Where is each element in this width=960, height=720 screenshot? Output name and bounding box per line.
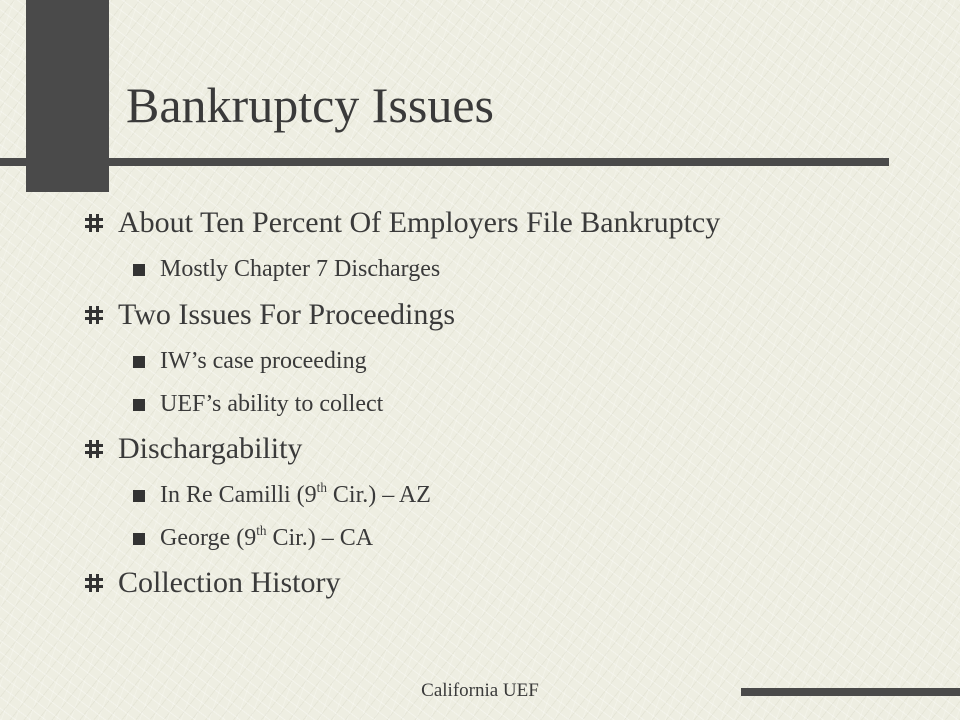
- sub-bullet-iw-case: [133, 348, 367, 375]
- hash-bullet-icon: [84, 305, 104, 325]
- sub-bullet-text: UEF’s ability to collect: [160, 391, 384, 417]
- footer-bar: [741, 688, 960, 696]
- sub-bullet-uef-collect: [133, 391, 383, 418]
- bullet-text: About Ten Percent Of Employers File Bankruptcy: [118, 206, 721, 239]
- sub-bullet-camilli: [133, 482, 431, 509]
- square-bullet-icon: [133, 490, 145, 502]
- sub-bullet-text: In Re Camilli (9th Cir.) – AZ: [160, 480, 431, 508]
- sub-bullet-george: [133, 525, 373, 552]
- hash-bullet-icon: [84, 439, 104, 459]
- sub-bullet-chapter-7: [133, 256, 440, 283]
- slide-title: Bankruptcy Issues: [126, 77, 494, 133]
- square-bullet-icon: [133, 356, 145, 368]
- square-bullet-icon: [133, 264, 145, 276]
- bullet-employers-bankruptcy: [84, 206, 720, 240]
- sub-bullet-text: George (9th Cir.) – CA: [160, 523, 374, 551]
- bullet-two-issues: [84, 298, 455, 332]
- bullet-text: Two Issues For Proceedings: [118, 298, 456, 331]
- hash-bullet-icon: [84, 573, 104, 593]
- bullet-collection-history: [84, 566, 340, 600]
- sub-bullet-text: Mostly Chapter 7 Discharges: [160, 256, 441, 282]
- square-bullet-icon: [133, 399, 145, 411]
- square-bullet-icon: [133, 533, 145, 545]
- bullet-dischargability: [84, 432, 302, 466]
- sub-bullet-text: IW’s case proceeding: [160, 348, 367, 374]
- bullet-text: Dischargability: [118, 432, 303, 465]
- bullet-text: Collection History: [118, 566, 341, 599]
- hash-bullet-icon: [84, 213, 104, 233]
- slide-footer: California UEF: [421, 680, 539, 701]
